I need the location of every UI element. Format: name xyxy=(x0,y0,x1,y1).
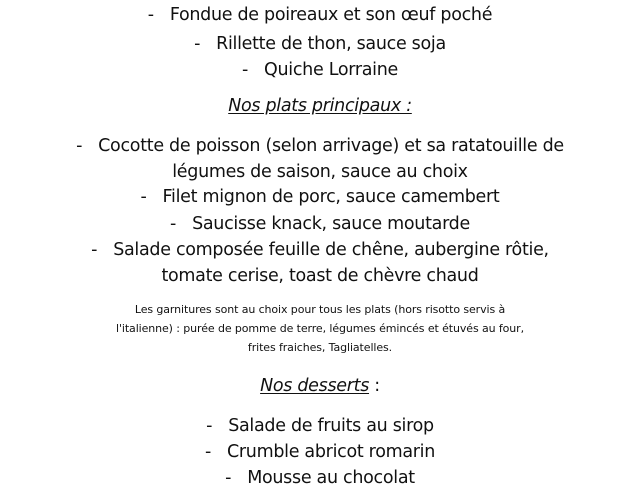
starter-item xyxy=(0,5,640,25)
main-item-continuation: tomate cerise, toast de chèvre chaud xyxy=(161,266,479,286)
main-item xyxy=(0,187,640,207)
main-item xyxy=(0,240,640,260)
bullet-dash: - xyxy=(194,34,201,54)
main-item-label: Saucisse knack, sauce moutarde xyxy=(192,214,470,234)
mains-heading: Nos plats principaux : xyxy=(228,96,412,116)
desserts-heading-suffix: : xyxy=(369,376,380,396)
bullet-dash: - xyxy=(225,468,232,488)
starter-item-label: Fondue de poireaux et son œuf poché xyxy=(169,5,493,25)
garnish-note-line: Les garnitures sont au choix pour tous les plats (hors risotto servis à xyxy=(134,303,506,316)
bullet-dash: - xyxy=(91,240,98,260)
dessert-item-label: Mousse au chocolat xyxy=(247,468,415,488)
main-item-continuation: légumes de saison, sauce au choix xyxy=(172,162,468,182)
starter-item xyxy=(0,34,640,54)
garnish-note-line: frites fraiches, Tagliatelles. xyxy=(247,341,393,354)
desserts-heading xyxy=(0,376,640,396)
starter-item-label: Quiche Lorraine xyxy=(264,60,398,80)
main-item-label: Salade composée feuille de chêne, aubergine rôtie, xyxy=(113,240,549,260)
main-item-label: Cocotte de poisson (selon arrivage) et sa ratatouille de xyxy=(98,136,564,156)
bullet-dash: - xyxy=(76,136,83,156)
bullet-dash: - xyxy=(140,187,147,207)
main-item-label: Filet mignon de porc, sauce camembert xyxy=(162,187,500,207)
starter-item xyxy=(0,60,640,80)
bullet-dash: - xyxy=(147,5,154,25)
bullet-dash: - xyxy=(170,214,177,234)
dessert-item xyxy=(0,442,640,462)
dessert-item xyxy=(0,416,640,436)
bullet-dash: - xyxy=(206,416,213,436)
dessert-item-label: Salade de fruits au sirop xyxy=(228,416,434,436)
dessert-item xyxy=(0,468,640,488)
dessert-item-label: Crumble abricot romarin xyxy=(226,442,436,462)
main-item xyxy=(0,214,640,234)
starter-item-label: Rillette de thon, sauce soja xyxy=(216,34,446,54)
garnish-note-line: l'italienne) : purée de pomme de terre, légumes émincés et étuvés au four, xyxy=(116,322,524,335)
bullet-dash: - xyxy=(242,60,249,80)
bullet-dash: - xyxy=(204,442,211,462)
main-item xyxy=(0,136,640,156)
desserts-heading-label: Nos desserts xyxy=(260,376,370,396)
